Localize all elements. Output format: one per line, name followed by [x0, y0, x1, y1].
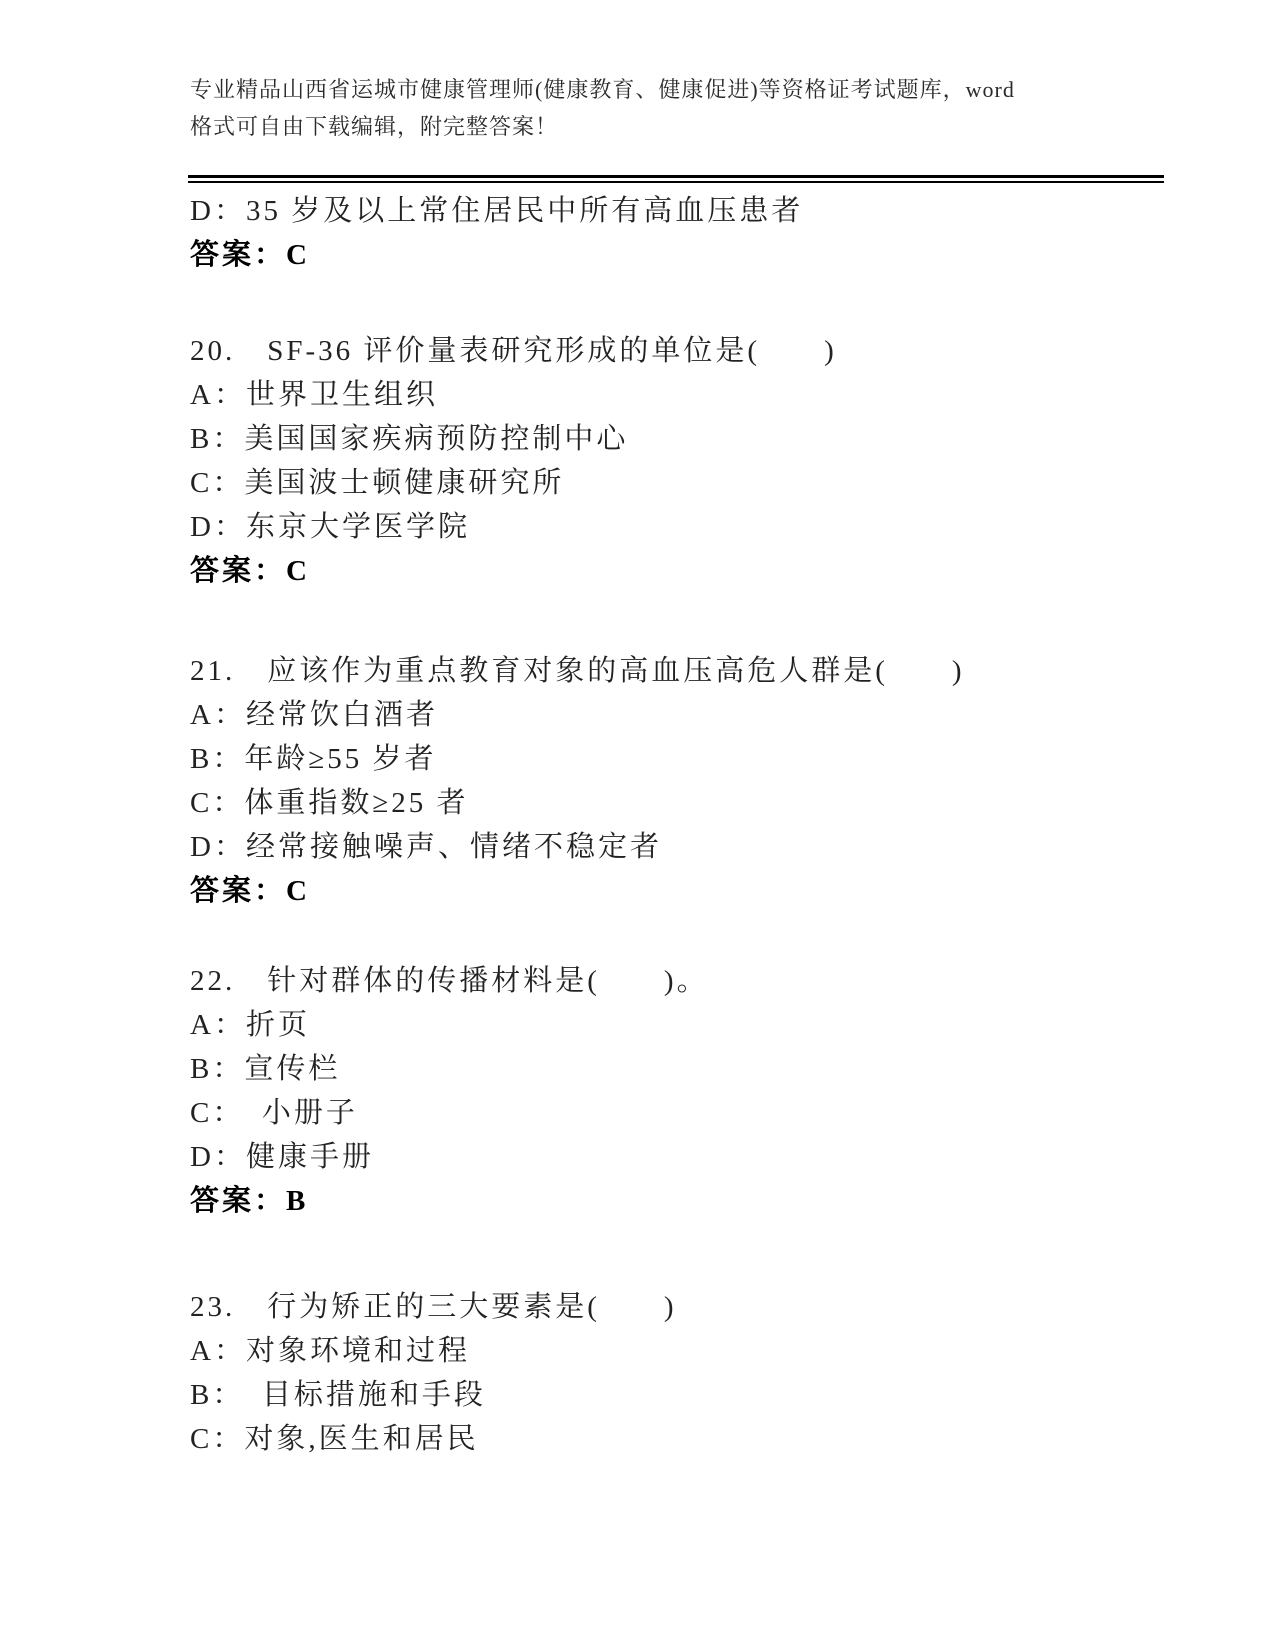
question-20-option-c: C：美国波士顿健康研究所 — [190, 467, 565, 499]
question-22-option-d: D：健康手册 — [190, 1141, 374, 1173]
question-20-option-a: A：世界卫生组织 — [190, 379, 438, 411]
question-23-option-c: C：对象,医生和居民 — [190, 1423, 479, 1455]
question-21-title: 21. 应该作为重点教育对象的高血压高危人群是( ) — [190, 655, 965, 687]
question-19-answer: 答案：C — [190, 239, 310, 271]
question-20-option-b: B：美国国家疾病预防控制中心 — [190, 423, 629, 455]
blank-line — [190, 593, 1190, 649]
question-22-option-c: C： 小册子 — [190, 1097, 358, 1129]
document-body — [190, 189, 1190, 1461]
question-22-answer: 答案：B — [190, 1185, 309, 1217]
blank-line — [190, 913, 1190, 959]
question-21-option-a: A：经常饮白酒者 — [190, 699, 438, 731]
blank-line — [190, 1223, 1190, 1285]
header-line-2: 格式可自由下载编辑，附完整答案！ — [190, 114, 559, 139]
question-23-option-a: A：对象环境和过程 — [190, 1335, 470, 1367]
blank-line — [190, 277, 1190, 329]
document-header — [190, 71, 1120, 145]
question-21-option-b: B：年龄≥55 岁者 — [190, 743, 437, 775]
question-22-option-b: B：宣传栏 — [190, 1053, 341, 1085]
question-23-option-b: B： 目标措施和手段 — [190, 1379, 486, 1411]
question-22-option-a: A：折页 — [190, 1009, 310, 1041]
question-21-option-c: C：体重指数≥25 者 — [190, 787, 469, 819]
header-divider-rule — [188, 175, 1164, 183]
question-20-answer: 答案：C — [190, 555, 310, 587]
header-line-1: 专业精品山西省运城市健康管理师(健康教育、健康促进)等资格证考试题库，word — [190, 77, 1015, 102]
question-20-option-d: D：东京大学医学院 — [190, 511, 470, 543]
question-23-title: 23. 行为矫正的三大要素是( ) — [190, 1291, 677, 1323]
question-21-option-d: D：经常接触噪声、情绪不稳定者 — [190, 831, 662, 863]
question-22-title: 22. 针对群体的传播材料是( )。 — [190, 965, 709, 997]
question-21-answer: 答案：C — [190, 875, 310, 907]
question-19-option-d: D：35 岁及以上常住居民中所有高血压患者 — [190, 195, 804, 227]
question-20-title: 20. SF-36 评价量表研究形成的单位是( ) — [190, 335, 837, 367]
